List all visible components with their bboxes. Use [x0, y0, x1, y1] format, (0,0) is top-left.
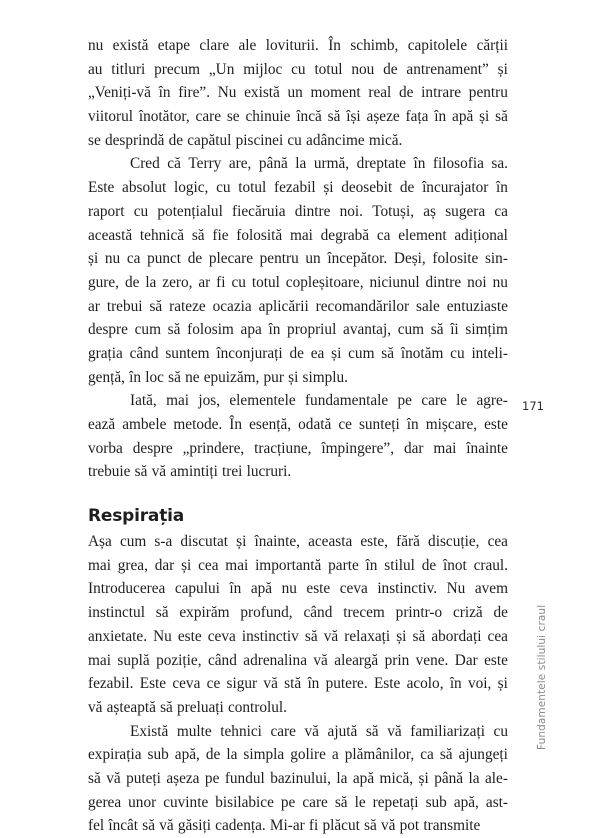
section-heading: Respirația: [88, 506, 185, 527]
text-line: trebuie să vă amintiți trei lucruri.: [88, 463, 292, 481]
paragraph: [88, 389, 508, 484]
text-line: și nu ca punct de plecare pentru un începător. Deși, folosite sin-: [88, 250, 508, 268]
text-line: grația când suntem înconjurați de ea și cum să înotăm cu inteli-: [88, 344, 508, 362]
text-line: Așa cum s-a discutat și înainte, aceasta este, fără discuție, cea: [88, 533, 508, 551]
running-head: Fundamentele stilului craul: [536, 604, 548, 750]
text-line: Introducerea capului în apă nu este ceva instinctiv. Nu avem: [88, 580, 508, 598]
text-line: ează ambele metode. În esență, odată ce sunteți în mișcare, este: [88, 416, 508, 433]
page-number: 171: [522, 399, 544, 413]
text-line: să vă puteți așeza pe fundul bazinului, la apă mică, și până la ale-: [88, 769, 508, 787]
text-line: Iată, mai jos, elementele fundamentale pe care le agre-: [130, 392, 508, 410]
text-line: mai suplă poziție, când adrenalina vă aleargă prin vene. Dar este: [88, 651, 508, 669]
text-line: gerea unor cuvinte bisilabice pe care să le repetați sub apă, ast-: [88, 793, 508, 811]
paragraph: [88, 34, 508, 152]
text-line: gență, în loc să ne epuizăm, pur și simplu.: [88, 368, 348, 386]
text-line: vorba despre „prindere, tracțiune, împingere”, dar mai înainte: [88, 439, 508, 457]
text-line: mai grea, dar și cea mai importantă parte în stilul de înot craul.: [88, 556, 508, 574]
text-line: se desprindă de capătul piscinei cu adâncime mică.: [88, 131, 403, 149]
text-line: Cred că Terry are, până la urmă, dreptate în filosofia sa.: [130, 155, 508, 173]
text-line: viitorul înotător, care se chinuie încă să își așeze fața în apă și să: [88, 108, 508, 126]
text-line: ar trebui să rateze ocazia aplicării recomandărilor sale entuziaste: [88, 297, 508, 315]
text-line: expirația sub apă, de la simpla golire a plămânilor, ca să ajungeți: [88, 746, 508, 764]
text-line: nu există etape clare ale loviturii. În schimb, capitolele cărții: [88, 37, 508, 54]
text-line: instinctul să expirăm profund, când trecem printr-o criză de: [88, 604, 508, 622]
text-line: anxietate. Nu este ceva instinctiv să vă relaxați și să abordați cea: [88, 627, 508, 645]
paragraph: [88, 152, 508, 389]
text-line: Este absolut logic, cu totul fezabil și deosebit de încurajator în: [88, 179, 508, 197]
text-line: „Veniți-vă în fire”. Nu există un moment real de intrare pentru: [88, 84, 508, 102]
text-line: raport cu potențialul fiecăruia dintre noi. Totuși, aș sugera ca: [88, 202, 508, 220]
text-line: vă așteaptă să preluați controlul.: [88, 698, 288, 716]
chapter-body: [88, 34, 508, 484]
text-line: au titluri precum „Un mijloc cu totul nou de antrenament” și: [88, 60, 508, 78]
text-line: Există multe tehnici care vă ajută să vă familiarizați cu: [130, 722, 508, 740]
section-body: [88, 530, 508, 838]
section-gap: [88, 484, 508, 503]
text-line: fezabil. Este ceva ce sigur vă stă în putere. Este acolo, în voi, și: [88, 675, 508, 693]
paragraph: [88, 720, 508, 838]
text-line: această tehnică să fie folosită mai degrabă ca element adițional: [88, 226, 508, 244]
text-line: gure, de la zero, ar fi cu totul copleșitoare, niciunul dintre noi nu: [88, 273, 508, 291]
text-line: fel încât să vă găsiți cadența. Mi-ar fi plăcut să vă pot transmite: [88, 817, 481, 835]
body-text: [88, 34, 508, 838]
text-line: despre cum să folosim apa în propriul avantaj, cum să îi simțim: [88, 321, 508, 339]
paragraph: [88, 530, 508, 720]
